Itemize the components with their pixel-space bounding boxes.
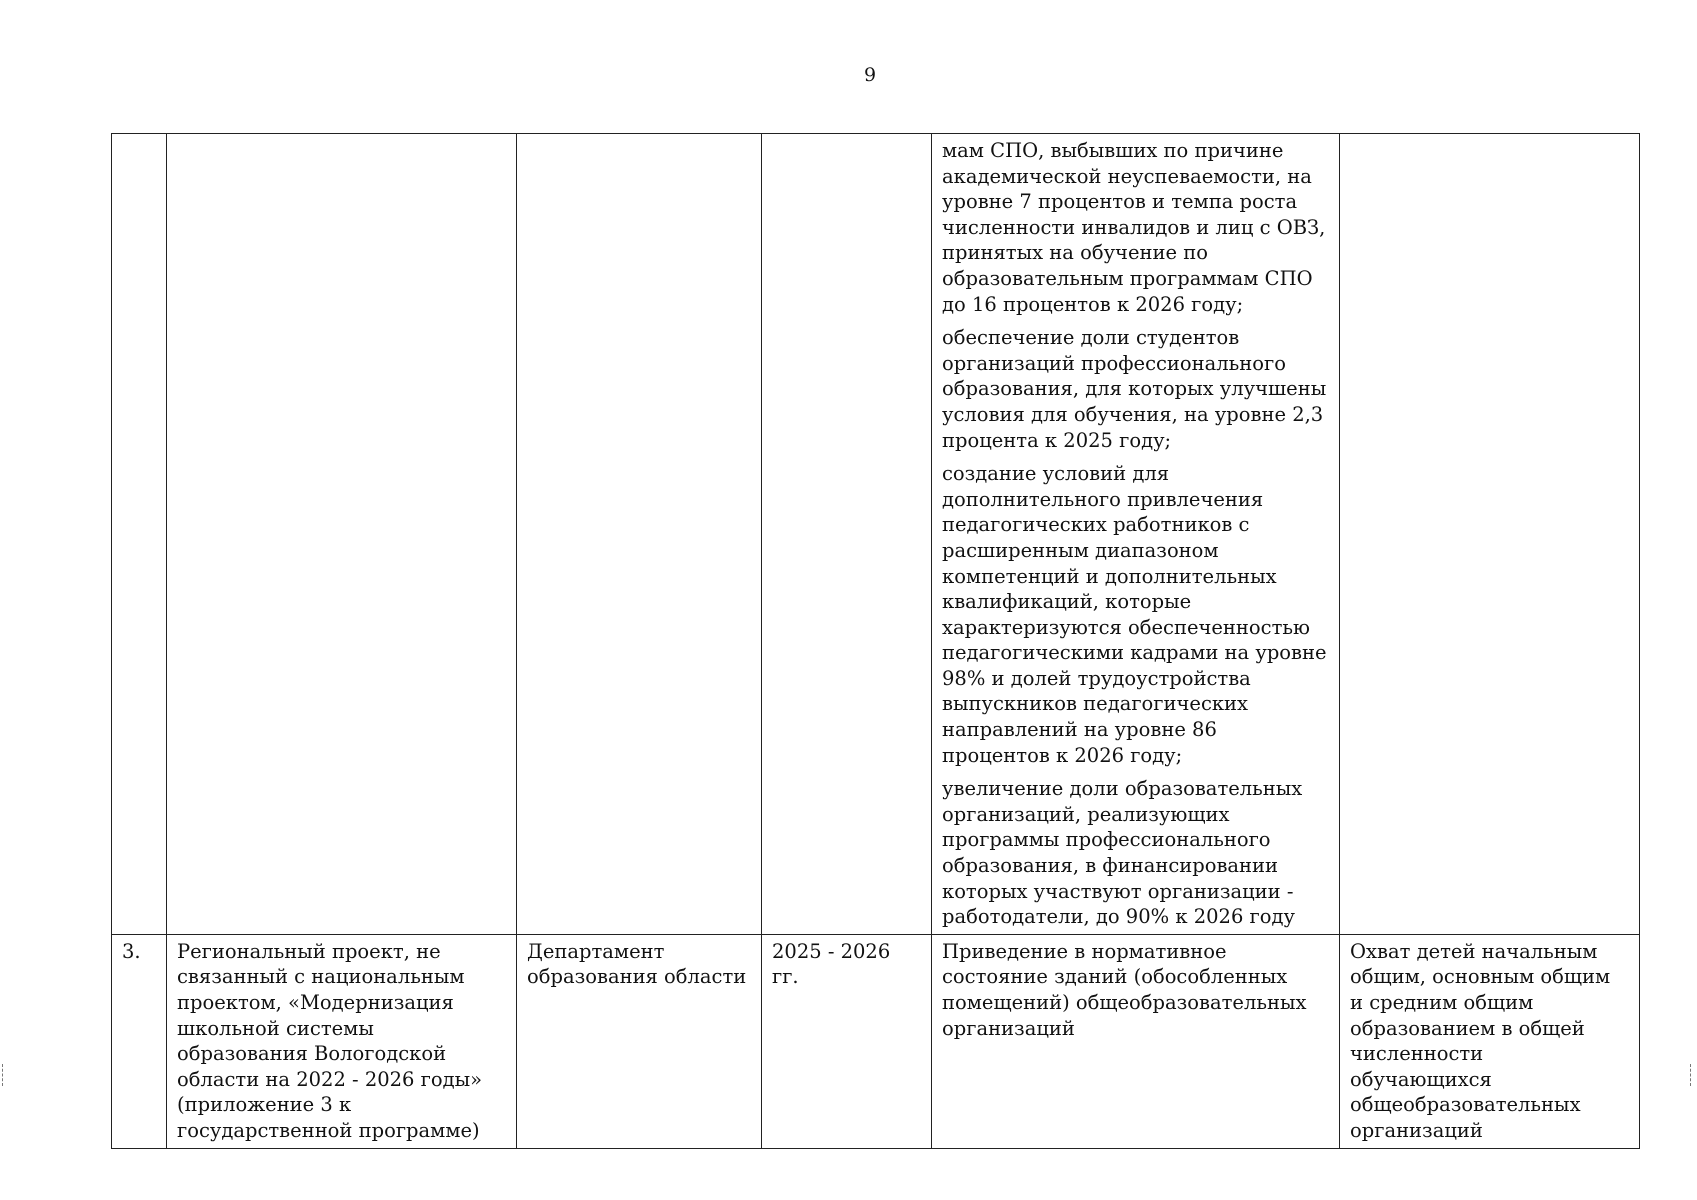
cell-indicator: [1340, 134, 1640, 935]
cell-number: 3.: [112, 934, 167, 1148]
cell-number: [112, 134, 167, 935]
cell-indicator: Охват детей начальным общим, основным общим и средним общим образованием в общей численности обучающихся общеобразовательных организаций: [1340, 934, 1640, 1148]
table-row-3: [112, 934, 1640, 1148]
page-number: 9: [863, 64, 877, 86]
cell-tasks: [932, 134, 1340, 935]
task-paragraph: увеличение доли образовательных организаций, реализующих программы профессионального образования, в финансировании которых участвуют организации - работодатели, до 90% к 2026 году: [942, 777, 1303, 929]
cell-responsible: [517, 134, 762, 935]
cell-period: 2025 - 2026 гг.: [762, 934, 932, 1148]
cell-responsible: Департамент образования области: [517, 934, 762, 1148]
table-row-continuation: [112, 134, 1640, 935]
scan-edge-mark-left: [2, 1064, 7, 1086]
cell-task: Приведение в нормативное состояние зданий (обособленных помещений) общеобразовательных организаций: [932, 934, 1340, 1148]
cell-project-name: [167, 134, 517, 935]
cell-period: [762, 134, 932, 935]
task-paragraph: обеспечение доли студентов организаций профессионального образования, для которых улучшены условия для обучения, на уровне 2,3 процента к 2025 году;: [942, 326, 1327, 452]
program-table: [111, 133, 1640, 1149]
scan-edge-mark-right: [1690, 1064, 1695, 1086]
task-paragraph: создание условий для дополнительного привлечения педагогических работников с расширенным диапазоном компетенций и дополнительных квалификаций, которые характеризуются обеспеченностью педагогическими кадрами на уровне 98% и долей трудоустройства выпускников педагогических направлений на уровне 86 процентов к 2026 году;: [942, 462, 1327, 767]
cell-project-name: Региональный проект, не связанный с национальным проектом, «Модернизация школьной системы образования Вологодской области на 2022 - 2026 годы» (приложение 3 к государственной программе): [167, 934, 517, 1148]
task-paragraph: мам СПО, выбывших по причине академической неуспеваемости, на уровне 7 процентов и темпа роста численности инвалидов и лиц с ОВЗ, принятых на обучение по образовательным программам СПО до 16 процентов к 2026 году;: [942, 139, 1326, 316]
